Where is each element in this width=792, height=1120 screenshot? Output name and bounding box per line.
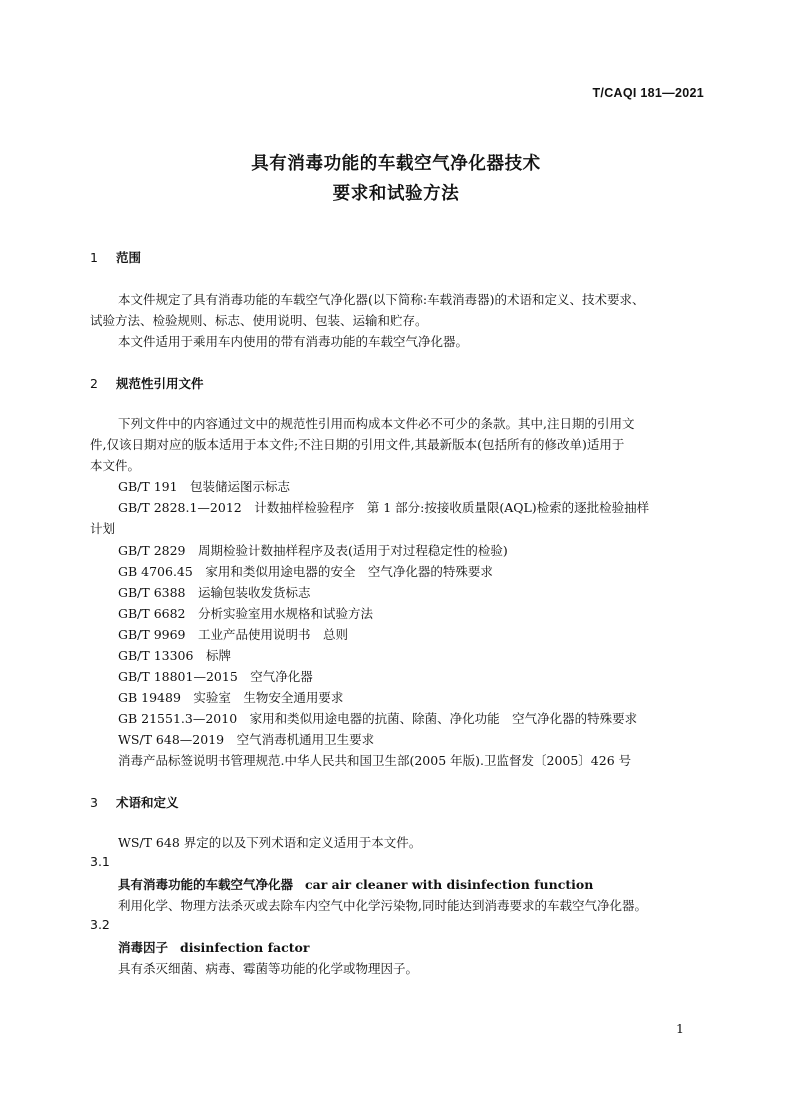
- term-chinese: 具有消毒功能的车载空气净化器: [118, 877, 294, 892]
- term-english: disinfection factor: [180, 940, 310, 955]
- reference-item-continuation: 计划: [90, 521, 116, 536]
- term-heading: [118, 938, 309, 956]
- reference-item: 消毒产品标签说明书管理规范.中华人民共和国卫生部(2005 年版).卫监督发〔2005〕426 号: [118, 753, 632, 768]
- term-english: car air cleaner with disinfection function: [305, 877, 594, 892]
- section-2-heading: [90, 374, 204, 392]
- paragraph-line: 本文件。: [90, 458, 141, 473]
- section-title: 规范性引用文件: [116, 376, 204, 391]
- term-number: 3.1: [90, 854, 110, 869]
- section-1-heading: [90, 248, 141, 266]
- paragraph-line: 件,仅该日期对应的版本适用于本文件;不注日期的引用文件,其最新版本(包括所有的修改单)适用于: [90, 437, 625, 452]
- section-number: 1: [90, 250, 98, 265]
- section-number: 2: [90, 376, 98, 391]
- section-number: 3: [90, 795, 98, 810]
- document-title-line1: 具有消毒功能的车载空气净化器技术: [251, 154, 541, 174]
- document-title-line2: 要求和试验方法: [332, 184, 460, 204]
- reference-item: WS/T 648—2019 空气消毒机通用卫生要求: [118, 732, 375, 747]
- section-title: 范围: [116, 250, 142, 265]
- paragraph-line: WS/T 648 界定的以及下列术语和定义适用于本文件。: [118, 835, 422, 850]
- section-3-heading: [90, 793, 179, 811]
- reference-item: GB/T 13306 标牌: [118, 648, 231, 663]
- reference-item: GB 19489 实验室 生物安全通用要求: [118, 690, 344, 705]
- paragraph-line: 本文件适用于乘用车内使用的带有消毒功能的车载空气净化器。: [118, 334, 469, 349]
- section-title: 术语和定义: [116, 795, 179, 810]
- term-number: 3.2: [90, 917, 110, 932]
- reference-item: GB/T 9969 工业产品使用说明书 总则: [118, 627, 349, 642]
- term-heading: [118, 875, 593, 893]
- paragraph-line: 本文件规定了具有消毒功能的车载空气净化器(以下简称:车载消毒器)的术语和定义、技术要求、: [118, 292, 645, 307]
- reference-item: GB/T 191 包装储运图示标志: [118, 479, 291, 494]
- reference-item: GB/T 18801—2015 空气净化器: [118, 669, 313, 684]
- reference-item: GB/T 6682 分析实验室用水规格和试验方法: [118, 606, 374, 621]
- reference-item: GB 21551.3—2010 家用和类似用途电器的抗菌、除菌、净化功能 空气净化器的特殊要求: [118, 711, 638, 726]
- reference-item: GB/T 6388 运输包装收发货标志: [118, 585, 311, 600]
- page-number: 1: [676, 1021, 684, 1036]
- standard-number: T/CAQI 181—2021: [592, 86, 704, 100]
- paragraph-line: 下列文件中的内容通过文中的规范性引用而构成本文件必不可少的条款。其中,注日期的引用文: [118, 416, 635, 431]
- reference-item: GB 4706.45 家用和类似用途电器的安全 空气净化器的特殊要求: [118, 564, 493, 579]
- term-definition: 利用化学、物理方法杀灭或去除车内空气中化学污染物,同时能达到消毒要求的车载空气净化器。: [118, 898, 647, 913]
- paragraph-line: 试验方法、检验规则、标志、使用说明、包装、运输和贮存。: [90, 313, 428, 328]
- term-chinese: 消毒因子: [118, 940, 169, 955]
- term-definition: 具有杀灭细菌、病毒、霉菌等功能的化学或物理因子。: [118, 961, 419, 976]
- reference-item: GB/T 2829 周期检验计数抽样程序及表(适用于对过程稳定性的检验): [118, 543, 508, 558]
- reference-item: GB/T 2828.1—2012 计数抽样检验程序 第 1 部分:按接收质量限(AQL)检索的逐批检验抽样: [118, 500, 650, 515]
